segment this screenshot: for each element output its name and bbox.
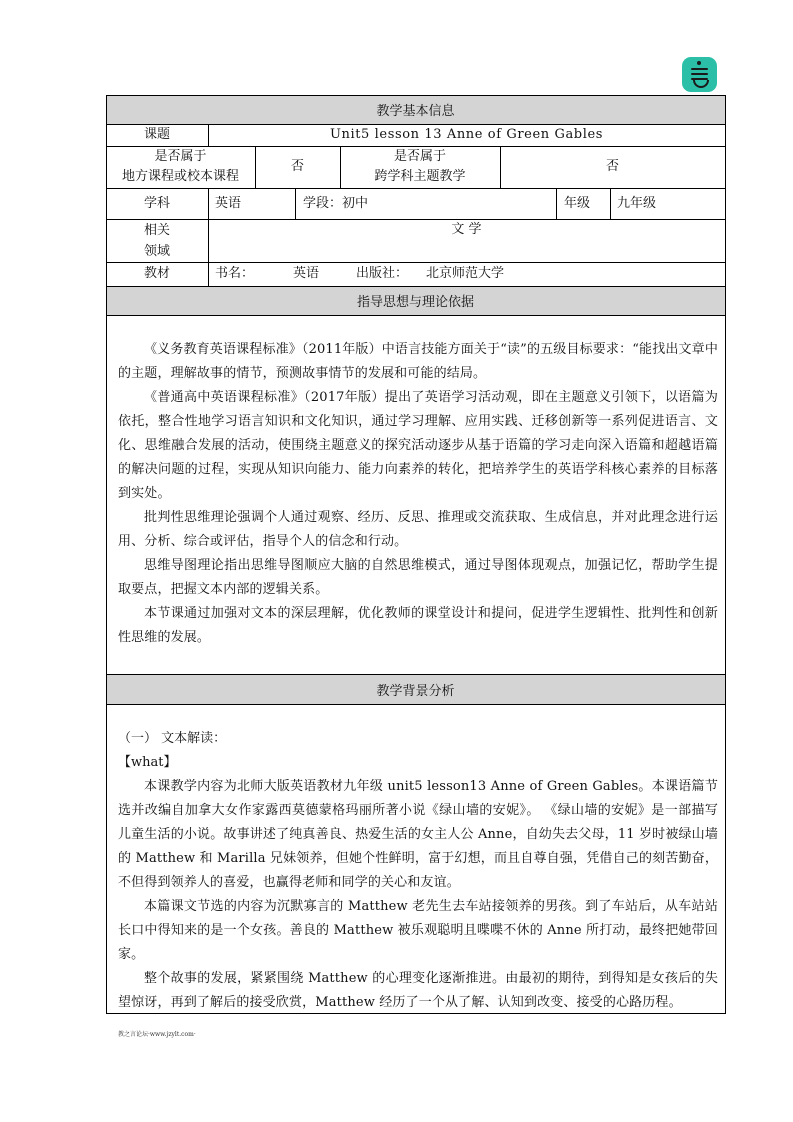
publisher-value: 北京师范大学 xyxy=(426,266,505,281)
subject-value: 英语 xyxy=(215,196,242,211)
topic-label: 课题 xyxy=(143,127,170,142)
background-paragraph-2: 本篇课文节选的内容为沉默寡言的 Matthew 老先生去车站接领养的男孩。到了车站后，从车站站长口中得知来的是一个女孩。善良的 Matthew 被乐观聪明且喋喋不休的 Anne 所打动，最终把她带回家。 xyxy=(118,899,718,962)
grade-label: 年级 xyxy=(564,196,591,211)
guiding-paragraph-1: 《义务教育英语课程标准》（2011年版）中语言技能方面关于“读”的五级目标要求：“能找出文章中的主题，理解故事的情节，预测故事情节的发展和可能的结局。 xyxy=(118,342,718,381)
local-course-label-line1: 是否属于 xyxy=(154,149,207,164)
stage-label: 学段：初中 xyxy=(303,196,369,211)
page-footer: 教之言论坛·www.jzylt.com· xyxy=(118,1031,196,1038)
publisher-label: 出版社： xyxy=(356,266,409,281)
field-value: 文 学 xyxy=(451,222,482,237)
background-section-title: 教学背景分析 xyxy=(376,684,455,699)
field-label-line1: 相关 xyxy=(143,223,170,238)
guiding-section-title: 指导思想与理论依据 xyxy=(356,295,474,310)
text-analysis-heading: （一） 文本解读： xyxy=(118,731,227,746)
guiding-paragraph-4: 思维导图理论指出思维导图顺应大脑的自然思维模式，通过导图体现观点，加强记忆，帮助学生提取要点，把握文本内部的逻辑关系。 xyxy=(118,558,718,597)
guiding-paragraph-2: 《普通高中英语课程标准》（2017年版）提出了英语学习活动观，即在主题意义引领下，以语篇为依托，整合性地学习语言知识和文化知识，通过学习理解、应用实践、迁移创新等一系列促进语言、文化、思维融合发展的活动，使围绕主题意义的探究活动逐步从基于语篇的学习走向深入语篇和超越语篇的解决问题的过程，实现从知识向能力、能力向素养的转化，把培养学生的英语学科核心素养的目标落到实处。 xyxy=(118,390,718,501)
field-label-line2: 领域 xyxy=(143,244,170,259)
guiding-paragraph-3: 批判性思维理论强调个人通过观察、经历、反思、推理或交流获取、生成信息，并对此理念进行运用、分析、综合或评估，指导个人的信念和行动。 xyxy=(118,510,718,549)
background-paragraph-1: 本课教学内容为北师大版英语教材九年级 unit5 lesson13 Anne of Green Gables。本课语篇节选并改编自加拿大女作家露西莫德蒙格玛丽所著小说《绿山墙的安妮》。 《绿山墙的安妮》是一部描写儿童生活的小说。故事讲述了纯真善良、热爱生活的女主人公 Anne，自幼失去父母，11 岁时被绿山墙的 Matthew 和 Marilla 兄妹领养，但她个性鲜明，富于幻想，而且自尊自强，凭借自己的刻苦勤奋，不但得到领养人的喜爱，也赢得老师和同学的关心和友谊。 xyxy=(118,779,718,890)
basic-info-title: 教学基本信息 xyxy=(376,104,455,119)
grade-value: 九年级 xyxy=(617,196,657,211)
local-course-value: 否 xyxy=(290,159,304,174)
what-tag: 【what】 xyxy=(118,755,177,770)
cross-subject-label-line2: 跨学科主题教学 xyxy=(374,169,466,184)
cross-subject-value: 否 xyxy=(605,159,619,174)
background-paragraph-3: 整个故事的发展，紧紧围绕 Matthew 的心理变化逐渐推进。由最初的期待，到得知是女孩后的失望惊讶，再到了解后的接受欣赏，Matthew 经历了一个从了解、认知到改变、接受的心路历程。 xyxy=(118,971,718,1010)
cross-subject-label-line1: 是否属于 xyxy=(393,149,446,164)
topic-value: Unit5 lesson 13 Anne of Green Gables xyxy=(329,127,604,142)
book-name-value: 英语 xyxy=(293,266,320,281)
subject-label: 学科 xyxy=(143,196,170,211)
book-name-label: 书名： xyxy=(215,266,255,281)
local-course-label-line2: 地方课程或校本课程 xyxy=(121,169,239,184)
textbook-label: 教材 xyxy=(143,266,170,281)
guiding-paragraph-5: 本节课通过加强对文本的深层理解，优化教师的课堂设计和提问，促进学生逻辑性、批判性和创新性思维的发展。 xyxy=(118,606,718,645)
